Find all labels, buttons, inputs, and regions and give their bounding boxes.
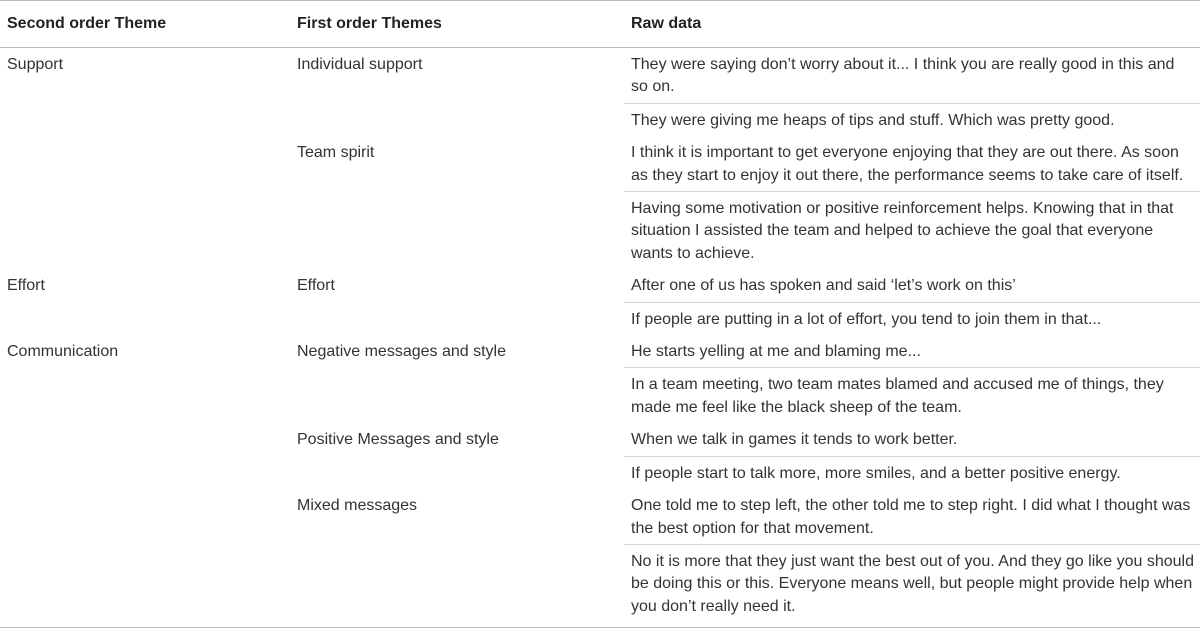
raw-quote: They were giving me heaps of tips and stuff. Which was pretty good. [624,103,1200,136]
first-order-cell: Effort [297,277,335,295]
raw-quote: He starts yelling at me and blaming me... [631,343,921,361]
first-order-cell: Mixed messages [290,489,624,628]
header-row [0,1,1200,48]
header-raw-data: Raw data [624,1,1200,48]
header-second-order: Second order Theme [0,1,290,48]
header-first-order: First order Themes [290,1,624,48]
raw-data-cell [624,423,1200,489]
second-order-cell [0,489,290,628]
second-order-cell: Effort [7,277,45,295]
table-row [0,489,1200,628]
first-order-cell: Team spirit [297,144,375,162]
second-order-cell [0,423,290,489]
raw-quote: If people are putting in a lot of effort, you tend to join them in that... [624,302,1200,335]
table-row [0,136,1200,269]
raw-quote: One told me to step left, the other told me to step right. I did what I thought was the best option for that movement. [631,497,1191,537]
raw-quote: When we talk in games it tends to work better. [631,431,958,449]
raw-quote: If people start to talk more, more smiles, and a better positive energy. [624,456,1200,489]
first-order-cell: Individual support [297,56,423,73]
raw-data-cell [624,489,1200,628]
table-row [0,335,1200,423]
table-row [0,48,1200,137]
first-order-cell: Positive Messages and style [297,431,499,449]
table-row [0,269,1200,335]
raw-quote: They were saying don’t worry about it... I think you are really good in this and so on. [631,56,1175,96]
raw-quote: I think it is important to get everyone enjoying that they are out there. As soon as they start to enjoy it out there, the performance seems to take care of itself. [631,144,1184,184]
second-order-cell: Support [7,56,64,73]
first-order-cell: Negative messages and style [297,343,506,361]
raw-data-cell [624,335,1200,423]
raw-data-cell [624,136,1200,269]
raw-quote: After one of us has spoken and said ‘let’s work on this’ [631,277,1016,295]
second-order-cell: Communication [7,343,119,361]
raw-quote: In a team meeting, two team mates blamed and accused me of things, they made me feel like the black sheep of the team. [624,367,1200,423]
raw-quote: No it is more that they just want the best out of you. And they go like you should be doing this or this. Everyone means well, but people might provide help when you don’t really need it. [624,544,1200,627]
table-row [0,423,1200,489]
raw-quote: Having some motivation or positive reinforcement helps. Knowing that in that situation I assisted the team and helped to achieve the goal that everyone wants to achieve. [624,191,1200,269]
second-order-cell [0,136,290,269]
raw-data-cell [624,48,1200,137]
raw-data-cell [624,269,1200,335]
